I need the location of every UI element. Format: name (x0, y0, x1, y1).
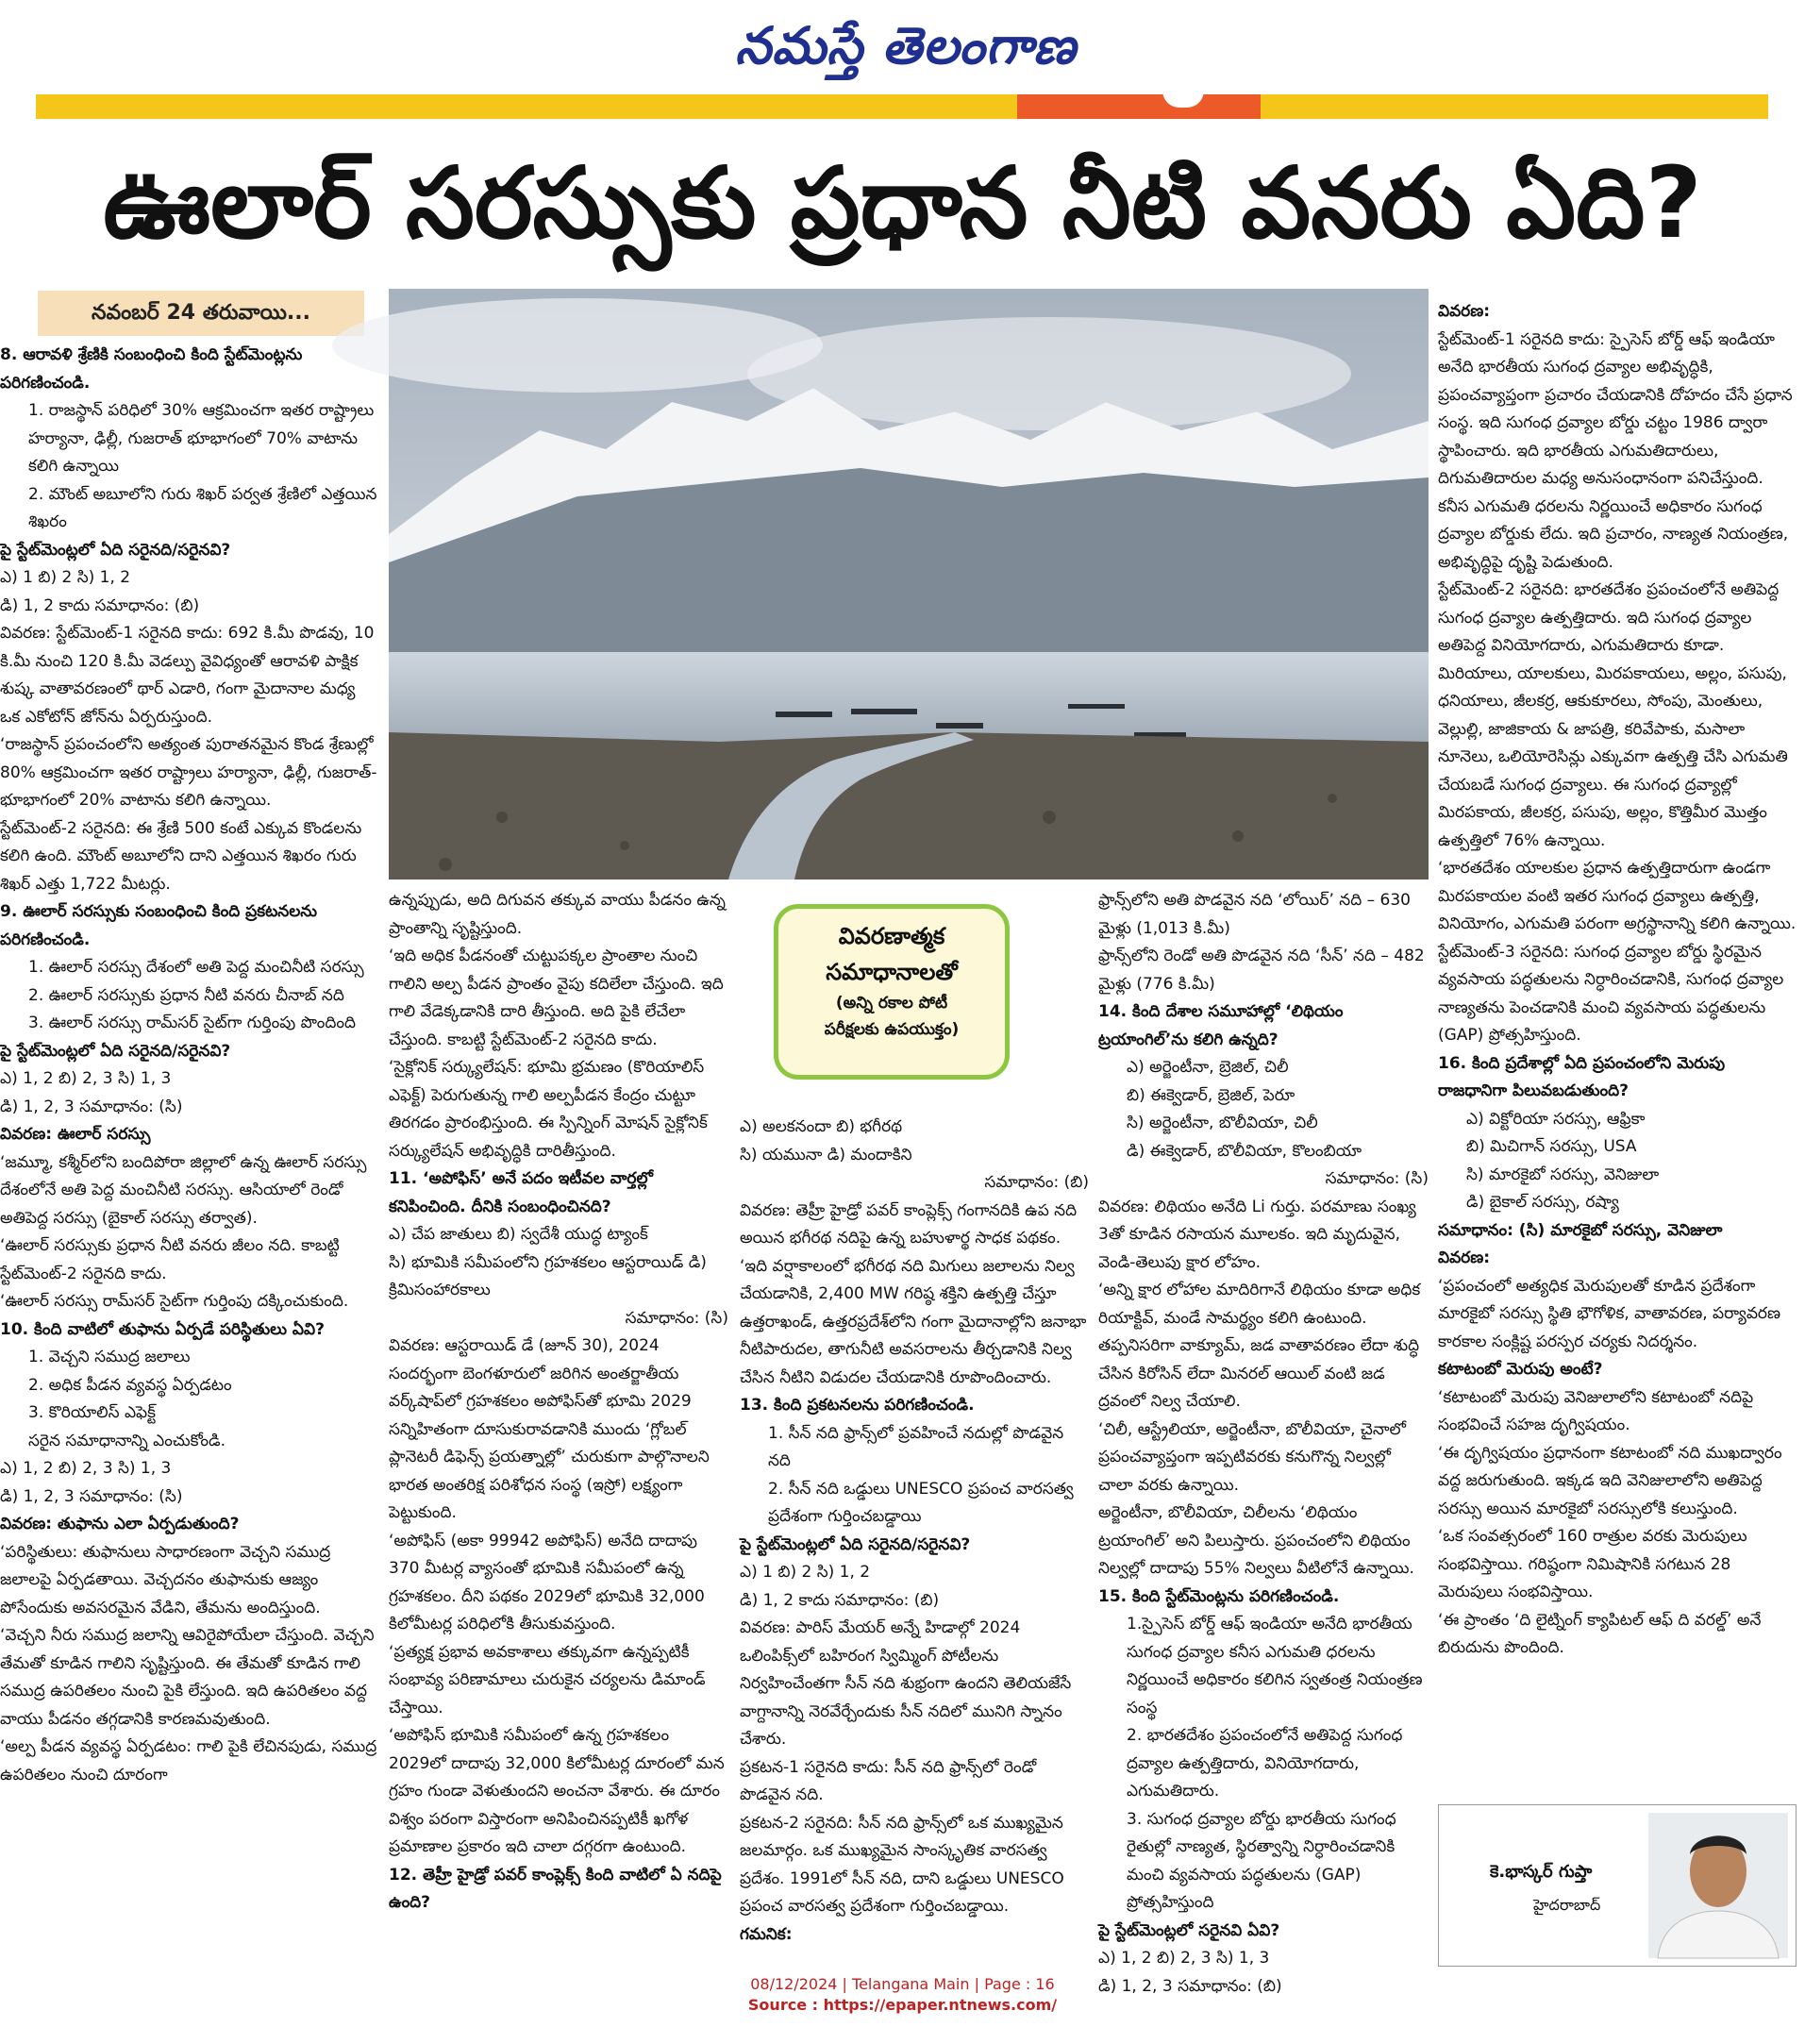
footer-source: Source : https://epaper.ntnews.com/ (747, 1996, 1058, 2014)
q16-option-b: బి) మిచిగాన్ సరస్సు, USA (1466, 1137, 1637, 1156)
q10-point-1: ‘పరిస్థితులు: తుఫానులు సాధారణంగా వెచ్చని సముద్ర జలాలపై ఏర్పడతాయి. వెచ్చదనం తుఫానుకు ఆజ్యం పోసేందుకు అవసరమైన వేడిని, తేమను అందిస్తుంది. (0, 1542, 331, 1617)
info-box-line2: సమాధానాలతో (826, 959, 958, 985)
info-box-line1: వివరణాత్మక (838, 923, 945, 949)
q15-options: ఎ) 1, 2 బి) 2, 3 సి) 1, 3 (1098, 1949, 1270, 1968)
question-16: 16. కింది ప్రదేశాల్లో ఏది ప్రపంచంలోని మెరుపు రాజధానిగా పిలువబడుతుంది? (1438, 1053, 1726, 1100)
q12-answer: సమాధానం: (బి) (984, 1173, 1089, 1192)
q11-explanation: వివరణ: ఆస్టరాయిడ్ డే (జూన్ 30), 2024 సందర్భంగా బెంగళూరులో జరిగిన అంతర్జాతీయ వర్క్‌షాప్‌లో గ్రహశకలం అపోఫిస్‌తో భూమి 2029 సన్నిహితంగా దూసుకురావడానికి ముందు ‘గ్లోబల్ ప్లానెటరీ డిఫెన్స్ ప్రయత్నాల్లో’ చురుకుగా పాల్గొనాలని భారత అంతరిక్ష పరిశోధన సంస్థ (ఇస్రో) లక్ష్యంగా పెట్టుకుంది. (389, 1336, 710, 1522)
q15-statement-1: 1.స్పైసెస్ బోర్డ్ ఆఫ్ ఇండియా అనేది భారతీయ సుగంధ ద్రవ్యాల కనీస ఎగుమతి ధరలను నిర్ణయించే అధికారం కలిగిన స్వతంత్ర నియంత్రణ సంస్థ (1127, 1615, 1423, 1717)
q15-statement-3: 3. సుగంధ ద్రవ్యాల బోర్డు భారతీయ సుగంధ రైతుల్లో నాణ్యత, స్థిరత్వాన్ని నిర్ధారించడానికి మంచి వ్యవసాయ పద్ధతులను (GAP) ప్రోత్సహిస్తుంది (1127, 1809, 1396, 1912)
question-12: 12. తెహ్రీ హైడ్రో పవర్ కాంప్లెక్స్ కింది వాటిలో ఏ నదిపై ఉంది? (389, 1865, 722, 1912)
q14-option-a: ఎ) అర్జెంటీనా, బ్రెజిల్, చిలీ (1127, 1058, 1289, 1077)
q8-statement-2: 2. మౌంట్ అబూలోని గురు శిఖర్ పర్వత శ్రేణిలో ఎత్తయిన శిఖరం (28, 484, 377, 531)
q11-point-2: ‘ప్రత్యక్ష ప్రభావ అవకాశాలు తక్కువగా ఉన్నప్పటికీ సంభావ్య పరిణామాలు చురుకైన చర్యలను డిమాండ్ చేస్తాయి. (389, 1642, 706, 1717)
q14-point-3: అర్జెంటీనా, బొలీవియా, చిలీలను ‘లిథియం ట్రయాంగిల్’ అని పిలుస్తారు. ప్రపంచంలోని లిథియం నిల్వల్లో దాదాపు 55% నిల్వలు వీటిలోనే ఉన్నాయి. (1098, 1503, 1414, 1578)
q8-statement-1: 1. రాజస్థాన్ పరిధిలో 30% ఆక్రమించగా ఇతర రాష్ట్రాలు హర్యానా, ఢిల్లీ, గుజరాత్ భూభాగంలో 70% వాటాను కలిగి ఉన్నాయి (28, 401, 375, 476)
q11-answer: సమాధానం: (సి) (625, 1308, 728, 1328)
q13-statement-1-note: ప్రకటన-1 సరైనది కాదు: సీన్ నది ఫ్రాన్స్‌లో రెండో పొడవైన నది. (740, 1757, 1037, 1804)
q9-statement-3: 3. ఊలార్ సరస్సు రామ్‌సర్ సైట్‌గా గుర్తింపు పొందింది (28, 1014, 356, 1032)
q15-statement-3-note: స్టేట్‌మెంట్-3 సరైనది: సుగంధ ద్రవ్యాల బోర్డు స్థిరమైన వ్యవసాయ పద్ధతులను నిర్ధారించడానికి, సుగంధ ద్రవ్యాల నాణ్యతను పెంచడానికి మంచి వ్యవసాయ పద్ధతులను (GAP) ప్రోత్సహిస్తుంది. (1438, 942, 1784, 1045)
q15-statement-2: 2. భారతదేశం ప్రపంచంలోనే అతిపెద్ద సుగంధ ద్రవ్యాల ఉత్పత్తిదారు, వినియోగదారు, ఎగుమతిదారు. (1127, 1726, 1403, 1801)
author-name: కె.భాస్కర్ గుప్తా (1490, 1862, 1593, 1882)
header-bar-yellow-right (1261, 94, 1768, 119)
header-bar-orange (1017, 94, 1261, 119)
q14-point-2: ‘చిలీ, ఆస్ట్రేలియా, అర్జెంటీనా, బొలీవియా, చైనాలో ప్రపంచవ్యాప్తంగా ఇప్పటివరకు కనుగొన్న నిల్వల్లో చాలా వరకు ఉన్నాయి. (1098, 1419, 1406, 1495)
q10-item-1: 1. వెచ్చని సముద్ర జలాలు (28, 1348, 191, 1366)
page-headline: ఊలార్ సరస్సుకు ప్రధాన నీటి వనరు ఏది? (103, 145, 1702, 260)
q9-statement-2: 2. ఊలార్ సరస్సుకు ప్రధాన నీటి వనరు చీనాబ్ నది (28, 985, 344, 1005)
footer-edition: 08/12/2024 | Telangana Main | Page : 16 (750, 1975, 1055, 1993)
question-10: 10. కింది వాటిలో తుఫాను ఏర్పడే పరిస్థితులు ఏవి? (0, 1319, 325, 1339)
explanatory-answers-box (774, 904, 1010, 1080)
q14-option-b: బి) ఈక్వెడార్, బ్రెజిల్, పెరూ (1127, 1085, 1295, 1105)
q10-options: ఎ) 1, 2 బి) 2, 3 సి) 1, 3 (0, 1459, 172, 1478)
q11-point-3: ‘అపోఫిస్ భూమికి సమీపంలో ఉన్న గ్రహశకలం 2029లో దాదాపు 32,000 కిలోమీటర్ల దూరంలో మన గ్రహం గుండా వెళుతుందని అంచనా వేశారు. ఈ దూరం విశ్వం పరంగా విస్తారంగా అనిపించినప్పటికీ ఖగోళ ప్రమాణాల ప్రకారం ఇది చాలా దగ్గరగా ఉంటుంది. (389, 1726, 725, 1856)
col2-para-3: ‘సైక్లోనిక్ సర్క్యులేషన్: భూమి భ్రమణం (కొరియాలిస్ ఎఫెక్ట్) పెరుగుతున్న గాలి అల్పపీడన కేంద్రం చుట్టూ తిరగడం ప్రారంభిస్తుంది. ఈ స్పిన్నింగ్ మోషన్ సైక్లోనిక్ సర్క్యులేషన్ అభివృద్ధికి దారితీస్తుంది. (389, 1058, 708, 1161)
q9-point-1: ‘జమ్మూ, కశ్మీర్‌లోని బందిపోరా జిల్లాలో ఉన్న ఊలార్ సరస్సు దేశంలోనే అతి పెద్ద మంచినీటి సరస్సు. ఆసియాలో రెండో అతిపెద్ద సరస్సు (బైకాల్ సరస్సు తర్వాత). (0, 1152, 367, 1228)
q12-options-2: సి) యమునా డి) మందాకిని (740, 1145, 912, 1164)
q8-explanation-point: ‘రాజస్థాన్ ప్రపంచంలోని అత్యంత పురాతనమైన కొండ శ్రేణుల్లో 80% ఆక్రమించగా ఇతర రాష్ట్రాలు హర్యానా, ఢిల్లీ, గుజరాత్- భూభాగంలో 20% వాటాను కలిగి ఉన్నాయి. (0, 735, 377, 810)
question-15: 15. కింది స్టేట్‌మెంట్లను పరిగణించండి. (1098, 1586, 1340, 1606)
q15-point: ‘భారతదేశం యాలకుల ప్రధాన ఉత్పత్తిదారుగా ఉండగా మిరపకాయల వంటి ఇతర సుగంధ ద్రవ్యాలు ఉత్పత్తి, వినియోగం, ఎగుమతి పరంగా అగ్రస్థానాన్ని కలిగి ఉన్నాయి. (1438, 859, 1797, 933)
question-8: 8. ఆరావళి శ్రేణికి సంబంధించి కింది స్టేట్‌మెంట్లను పరిగణించండి. (0, 345, 303, 393)
q15-prompt: పై స్టేట్‌మెంట్లలో సరైనవి ఏవి? (1098, 1920, 1280, 1940)
author-place: హైదరాబాద్ (1533, 1896, 1601, 1914)
q8-options: ఎ) 1 బి) 2 సి) 1, 2 (0, 568, 131, 587)
q9-answer: డి) 1, 2, 3 సమాధానం: (సి) (0, 1097, 183, 1116)
q15-statement-1-note: స్టేట్‌మెంట్-1 సరైనది కాదు: స్పైసెస్ బోర్డ్ ఆఫ్ ఇండియా అనేది భారతీయ సుగంధ ద్రవ్యాల అభివృద్ధికి, ప్రపంచవ్యాప్తంగా ప్రచారం చేయడానికి దోహదం చేసే ప్రధాన సంస్థ. ఇది సుగంధ ద్రవ్యాల బోర్డు చట్టం 1986 ద్వారా స్థాపించారు. ఇది భారతీయ ఎగుమతిదారులు, దిగుమతిదారుల మధ్య అనుసంధానంగా పనిచేస్తుంది. కనీస ఎగుమతి ధరలను నిర్ణయించే అధికారం సుగంధ ద్రవ్యాల బోర్డుకు లేదు. ఇది ప్రచారం, నాణ్యత నియంత్రణ, అభివృద్ధిపై దృష్టి పెడుతుంది. (1438, 329, 1793, 572)
lake-mountain-illustration (389, 289, 1429, 880)
q13-answer: డి) 1, 2 కాదు సమాధానం: (బి) (740, 1590, 940, 1610)
catatumbo-point-2: ‘ఈ దృగ్విషయం ప్రధానంగా కటాటంబో నది ముఖద్వారం వద్ద జరుగుతుంది. ఇక్కడ ఇది వెనిజులాలోని అతిపెద్ద సరస్సు అయిన మారకైబో సరస్సులోకి కలుస్తుంది. (1438, 1443, 1782, 1518)
q9-point-3: ‘ఊలార్ సరస్సు రామ్‌సర్ సైట్‌గా గుర్తింపు దక్కించుకుంది. (0, 1292, 349, 1311)
q13-prompt: పై స్టేట్‌మెంట్లలో ఏది సరైనది/సరైనవి? (740, 1534, 971, 1554)
q12-explanation: వివరణ: తెహ్రీ హైడ్రో పవర్ కాంప్లెక్స్ గంగానదికి ఉప నది అయిన భగీరథ నదిపై ఉన్న బహుళార్థ సాధక పథకం. (740, 1200, 1078, 1248)
q14-answer: సమాధానం: (సి) (1325, 1169, 1429, 1188)
q11-options-1: ఎ) చేప జాతులు బి) స్వదేశీ యుద్ధ ట్యాంక్ (389, 1225, 648, 1244)
header-bar-yellow (36, 94, 1017, 119)
column-4 (1098, 887, 1429, 1996)
col4-note-1: ఫ్రాన్స్‌లోని అతి పొడవైన నది ‘లోయిర్’ నది – 630 మైళ్లు (1,013 కి.మీ) (1098, 891, 1411, 938)
q8-statement-2-note: స్టేట్‌మెంట్-2 సరైనది: ఈ శ్రేణి 500 కంటే ఎక్కువ కొండలను కలిగి ఉంది. మౌంట్ అబూలోని దాని ఎత్తయిన శిఖరం గురు శిఖర్ ఎత్తు 1,722 మీటర్లు. (0, 818, 362, 894)
q10-point-3: ‘అల్ప పీడన వ్యవస్థ ఏర్పడటం: గాలి పైకి లేచినపుడు, సముద్ర ఉపరితలం నుంచి దూరంగా (0, 1737, 377, 1784)
column-2 (389, 887, 728, 1967)
q16-explanation-heading: వివరణ: (1438, 1248, 1491, 1267)
q16-point-1: ‘ప్రపంచంలో అత్యధిక మెరుపులతో కూడిన ప్రదేశంగా మారకైబో సరస్సు స్థితి భౌగోళిక, వాతావరణ, పర్యావరణ కారకాల సంక్లిష్ట పరస్పర చర్యకు నిదర్శనం. (1438, 1276, 1781, 1351)
q10-point-2: ‘వెచ్చని నీరు సముద్ర జలాన్ని ఆవిరైపోయేలా చేస్తుంది. వెచ్చని తేమతో కూడిన గాలిని సృష్టిస్తుంది. ఈ తేమతో కూడిన గాలి సముద్ర ఉపరితలం నుంచి పైకి లేస్తుంది. ఇది ఉపరితలం వద్ద వాయు పీడనం తగ్గడానికి కారణమవుతుంది. (0, 1626, 375, 1729)
q14-option-d: డి) ఈక్వెడార్, బొలీవియా, కొలంబియా (1127, 1141, 1362, 1161)
q9-point-2: ‘ఊలార్ సరస్సుకు ప్రధాన నీటి వనరు జీలం నది. కాబట్టి స్టేట్‌మెంట్-2 సరైనది కాదు. (0, 1236, 340, 1283)
q8-explanation: వివరణ: స్టేట్‌మెంట్-1 సరైనది కాదు: 692 కి.మీ పొడవు, 10 కి.మీ నుంచి 120 కి.మీ వెడల్పు వైవిధ్యంతో ఆరావళి పాక్షిక శుష్క వాతావరణంలో థార్ ఎడారి, గంగా మైదానాల మధ్య ఒక ఎకోటోన్ జోన్‌ను ఏర్పరుస్తుంది. (0, 624, 375, 727)
catatumbo-heading: కటాటంబో మెరుపు అంటే? (1438, 1360, 1603, 1379)
masthead (0, 0, 1805, 94)
q15-answer: డి) 1, 2, 3 సమాధానం: (బి) (1098, 1976, 1282, 1996)
q13-explanation: వివరణ: పారిస్ మేయర్ అన్నే హిడాల్గో 2024 ఒలింపిక్స్‌లో బహిరంగ స్విమ్మింగ్ పోటీలను నిర్వహించేంతగా సీన్ నది శుభ్రంగా ఉందని తెలియజేసే వాగ్దానాన్ని నెరవేర్చేందుకు సీన్ నదిలో మునిగి స్నానం చేశారు. (740, 1618, 1072, 1749)
q10-item-2: 2. అధిక పీడన వ్యవస్థ ఏర్పడటం (28, 1375, 232, 1395)
q9-prompt: పై స్టేట్‌మెంట్లలో ఏది సరైనది/సరైనవి? (0, 1041, 231, 1061)
q8-answer: డి) 1, 2 కాదు సమాధానం: (బి) (0, 595, 200, 615)
q15-explanation-heading: వివరణ: (1438, 302, 1491, 321)
q14-point-1: ‘అన్ని క్షార లోహాల మాదిరిగానే లిథియం కూడా అధిక రియాక్టివ్, మండే సామర్థ్యం కలిగి ఉంటుంది. తప్పనిసరిగా వాక్యూమ్, జడ వాతావరణం లేదా శుద్ధి చేసిన కిరోసిన్ లేదా మినరల్ ఆయిల్ వంటి జడ ద్రవంలో నిల్వ చేయాలి. (1098, 1281, 1421, 1411)
q13-statement-2-note: ప్రకటన-2 సరైనది: సీన్ నది ఫ్రాన్స్‌లో ఒక ముఖ్యమైన జలమార్గం. ఒక ముఖ్యమైన సాంస్కృతిక వారసత్వ ప్రదేశం. 1991లో సీన్ నది, దాని ఒడ్డులు UNESCO ప్రపంచ వారసత్వ ప్రదేశంగా గుర్తించబడ్డాయి. (740, 1813, 1064, 1916)
catatumbo-point-4: ‘ఈ ప్రాంతం ‘ది లైట్నింగ్ క్యాపిటల్ ఆఫ్ ది వరల్డ్’ అనే బిరుదును పొందింది. (1438, 1610, 1762, 1657)
q8-prompt: పై స్టేట్‌మెంట్లలో ఏది సరైనది/సరైనవి? (0, 540, 231, 560)
q16-answer: సమాధానం: (సి) మారకైబో సరస్సు, వెనిజులా (1438, 1220, 1723, 1240)
q11-options-2: సి) భూమికి సమీపంలోని గ్రహశకలం ఆస్టరాయిడ్ డి) క్రిమిసంహారకాలు (389, 1252, 707, 1299)
column-1 (0, 342, 377, 1967)
column-3 (740, 1114, 1089, 1967)
q13-note-heading: గమనిక: (740, 1924, 793, 1944)
q9-statement-1: 1. ఊలార్ సరస్సు దేశంలో అతి పెద్ద మంచినీటి సరస్సు (28, 958, 364, 977)
catatumbo-point-1: ‘కటాటంబో మెరుపు వెనిజులాలోని కటాటంబో నదిపై సంభవించే సహజ దృగ్విషయం. (1438, 1387, 1754, 1434)
col4-note-2: ఫ్రాన్స్‌లోని రెండో అతి పొడవైన నది ‘సీన్’ నది – 482 మైళ్లు (776 కి.మీ) (1098, 947, 1425, 994)
author-photo (1648, 1813, 1788, 1958)
q16-option-a: ఎ) విక్టోరియా సరస్సు, ఆఫ్రికా (1466, 1109, 1646, 1129)
question-14: 14. కింది దేశాల సమూహాల్లో ‘లిథియం ట్రయాంగిల్’ను కలిగి ఉన్నది? (1098, 1002, 1344, 1049)
catatumbo-point-3: ‘ఒక సంవత్సరంలో 160 రాత్రుల వరకు మెరుపులు సంభవిస్తాయి. గరిష్ఠంగా నిమిషానికి సగటున 28 మెరుపులు సంభవిస్తాయి. (1438, 1527, 1747, 1601)
q10-explanation: వివరణ: తుఫాను ఎలా ఏర్పడుతుంది? (0, 1515, 240, 1533)
question-9: 9. ఊలార్ సరస్సుకు సంబంధించి కింది ప్రకటనలను పరిగణించండి. (0, 902, 318, 949)
q10-answer: డి) 1, 2, 3 సమాధానం: (సి) (0, 1486, 183, 1506)
q14-explanation: వివరణ: లిథియం అనేది Li గుర్తు. పరమాణు సంఖ్య 3తో కూడిన రసాయన మూలకం. ఇది మృదువైన, వెండి-తెలుపు క్షార లోహం. (1098, 1197, 1416, 1272)
col2-para-2: ‘ఇది అధిక పీడనంతో చుట్టుపక్కల ప్రాంతాల నుంచి గాలిని అల్ప పీడన ప్రాంతం వైపు కదిలేలా చేస్తుంది. ఇది గాలి వేడెక్కడానికి దారి తీస్తుంది. అది పైకి లేచేలా చేస్తుంది. కాబట్టి స్టేట్‌మెంట్-2 సరైనది కాదు. (389, 947, 724, 1049)
continuation-tag: నవంబర్ 24 తరువాయి... (38, 291, 364, 336)
q10-item-3: 3. కొరియాలిస్ ఎఫెక్ట్ (28, 1403, 156, 1422)
q13-statement-2: 2. సీన్ నది ఒడ్డులు UNESCO ప్రపంచ వారసత్వ ప్రదేశంగా గుర్తించబడ్డాయి (768, 1479, 1074, 1526)
q9-options: ఎ) 1, 2 బి) 2, 3 సి) 1, 3 (0, 1069, 172, 1088)
page-footer (0, 1974, 1805, 2016)
q12-point: ‘ఇది వర్షాకాలంలో భగీరథ నది మిగులు జలాలను నిల్వ చేయడానికి, 2,400 MW గరిష్ఠ శక్తిని ఉత్పత్తి చేస్తూ ఉత్తరాఖండ్, ఉత్తరప్రదేశ్‌లోని గంగా మైదానాల్లోని జనాభా నీటిపారుదల, తాగునీటి అవసరాలను తీర్చడానికి నిల్వ చేసిన నీటిని విడుదల చేయడానికి రూపొందించారు. (740, 1256, 1087, 1387)
q16-option-c: సి) మారకైబో సరస్సు, వెనిజులా (1466, 1164, 1660, 1184)
info-box-line4: పరీక్షలకు ఉపయుక్తం) (824, 1020, 960, 1039)
info-box-line3: (అన్ని రకాల పోటీ (835, 994, 948, 1013)
q9-explanation: వివరణ: ఊలార్ సరస్సు (0, 1125, 151, 1144)
q11-point-1: ‘అపోఫిస్ (అకా 99942 అపోఫిస్) అనేది దాదాపు 370 మీటర్ల వ్యాసంతో భూమికి సమీపంలో ఉన్న గ్రహశకలం. దీని పథకం 2029లో భూమికి 32,000 కిలోమీటర్ల పరిధిలోకి తీసుకువస్తుంది. (389, 1531, 705, 1634)
author-box (1438, 1804, 1797, 1967)
q12-options-1: ఎ) అలకనందా బి) భగీరథ (740, 1117, 903, 1136)
column-5 (1438, 298, 1797, 1799)
question-11: 11. ‘అపోఫిస్’ అనే పదం ఇటీవల వార్తల్లో కనిపించింది. దీనికి సంబంధించినది? (389, 1169, 653, 1216)
q13-options: ఎ) 1 బి) 2 సి) 1, 2 (740, 1563, 871, 1582)
q14-option-c: సి) అర్జెంటీనా, బొలీవియా, చిలీ (1127, 1114, 1318, 1132)
newspaper-logo: నమస్తే తెలంగాణ (735, 15, 1077, 75)
lake-photo (389, 289, 1429, 880)
question-13: 13. కింది ప్రకటనలను పరిగణించండి. (740, 1396, 975, 1415)
q16-option-d: డి) బైకాల్ సరస్సు, రష్యా (1466, 1193, 1619, 1212)
q10-prompt: సరైన సమాధానాన్ని ఎంచుకోండి. (28, 1431, 226, 1450)
q13-statement-1: 1. సీన్ నది ఫ్రాన్స్‌లో ప్రవహించే నదుల్లో పొడవైన నది (768, 1423, 1064, 1470)
q15-statement-2-note: స్టేట్‌మెంట్-2 సరైనది: భారతదేశం ప్రపంచంలోనే అతిపెద్ద సుగంధ ద్రవ్యాల ఉత్పత్తిదారు. ఇది సుగంధ ద్రవ్యాల అతిపెద్ద వినియోగదారు, ఎగుమతిదారు కూడా. మిరియాలు, యాలకులు, మిరపకాయలు, అల్లం, పసుపు, ధనియాలు, జీలకర్ర, ఆకుకూరలు, సోంపు, మెంతులు, వెల్లుల్లి, జాజికాయ & జాపత్రి, కరివేపాకు, మసాలా నూనెలు, ఒలియోరెసిన్లు ఎక్కువగా ఉత్పత్తి చేసి ఎగుమతి చేయబడే సుగంధ ద్రవ్యాలు. ఈ సుగంధ ద్రవ్యాల్లో మిరపకాయ, జీలకర్ర, పసుపు, అల్లం, కొత్తిమీర మొత్తం ఉత్పత్తిలో 76% ఉన్నాయి. (1438, 580, 1788, 850)
col2-para-1: ఉన్నప్పుడు, అది దిగువన తక్కువ వాయు పీడనం ఉన్న ప్రాంతాన్ని సృష్టిస్తుంది. (389, 891, 726, 938)
